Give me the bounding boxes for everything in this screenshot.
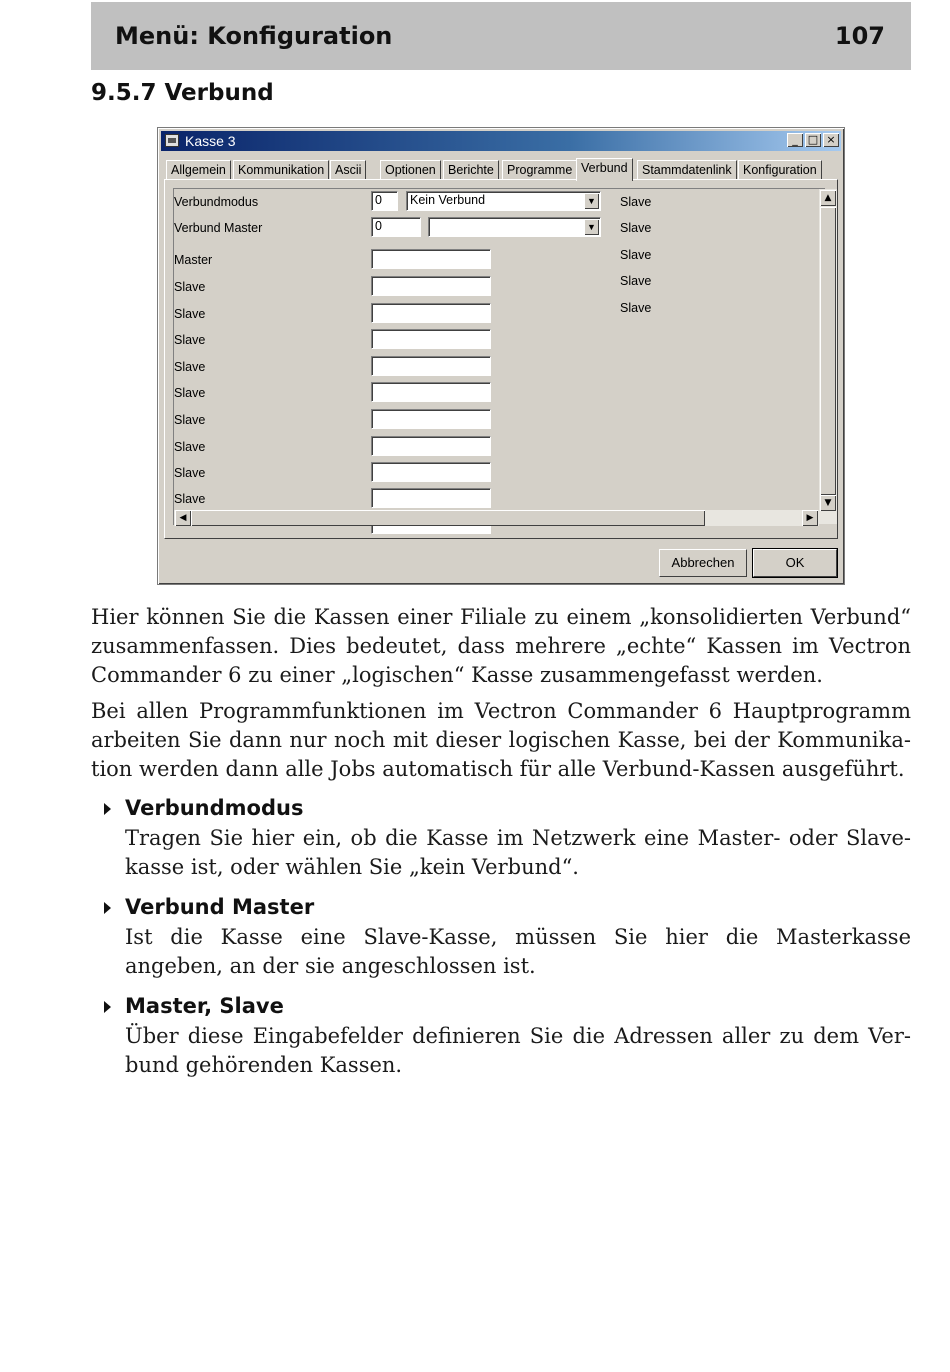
tab-stammdatenlink[interactable]: Stammdatenlink [637,160,737,180]
slave-label: Slave [174,466,206,480]
page-header [91,2,911,70]
intro-paragraph: Hier können Sie die Kassen einer Filiale zu einem „konsolidierten Verbund“ zusammenfassen. Dies bedeutet, dass mehrere „echte“ Kassen im Vectron Commander 6 zu einer „logischen“ Kasse zusammengefasst werden. [91,605,911,687]
slave-input[interactable] [371,276,491,296]
slave-input[interactable] [371,462,491,482]
verbund-master-label: Verbund Master [174,221,263,235]
slave-input[interactable] [371,329,491,349]
slave-input[interactable] [371,303,491,323]
verbundmodus-select[interactable] [406,191,601,211]
section-title: 9.5.7 Verbund [91,80,274,106]
chevron-down-icon[interactable]: ▼ [584,219,599,235]
right-slave-label: Slave [620,221,652,235]
tab-konfiguration[interactable]: Konfiguration [738,160,822,180]
scroll-left-icon[interactable]: ◀ [175,510,191,526]
slave-label: Slave [174,360,206,374]
right-slave-label: Slave [620,274,652,288]
slave-label: Slave [174,280,206,294]
close-icon[interactable]: × [823,133,839,147]
tab-berichte[interactable]: Berichte [443,160,499,180]
bullet-title-verbundmodus: Verbundmodus [125,796,304,820]
tab-ascii[interactable]: Ascii [330,160,366,180]
bullet-title-verbund-master: Verbund Master [125,895,315,919]
right-slave-label: Slave [620,301,652,315]
scroll-up-icon[interactable]: ▲ [820,190,836,206]
tab-kommunikation[interactable]: Kommunikation [233,160,329,180]
bullet-text-verbund-master: Ist die Kasse eine Slave-Kasse, müssen Sie hier die Masterkasse angeben, an der sie angeschlossen ist. [125,925,911,978]
ok-button[interactable]: OK [753,549,837,577]
verbundmodus-input[interactable]: 0 [371,191,398,211]
chevron-down-icon[interactable]: ▼ [584,193,599,209]
slave-input[interactable] [371,356,491,376]
bullet-arrow-icon [104,803,111,815]
page-number: 107 [834,22,885,50]
verbund-master-select[interactable] [428,217,601,237]
master-label: Master [174,253,213,267]
slave-input[interactable] [371,488,491,508]
cancel-button[interactable]: Abbrechen [659,549,747,577]
tab-panel [164,179,838,539]
scroll-down-icon[interactable]: ▼ [820,495,836,511]
bullet-arrow-icon [104,1001,111,1013]
bullet-title-master-slave: Master, Slave [125,994,284,1018]
verbundmodus-selected: Kein Verbund [410,193,486,207]
vertical-scroll-thumb[interactable] [820,207,836,495]
body-paragraph: Bei allen Programmfunktionen im Vectron Commander 6 Hauptprogramm arbeiten Sie dann nur noch mit dieser logischen Kasse, bei der Kommunikation werden dann alle Jobs automatisch für alle Verbund-Kassen ausgeführt. [91,699,911,781]
slave-label: Slave [174,307,206,321]
slave-input[interactable] [371,436,491,456]
verbundmodus-label: Verbundmodus [174,195,259,209]
kasse-dialog [157,127,845,585]
right-slave-label: Slave [620,195,652,209]
horizontal-scrollbar[interactable] [174,510,819,526]
maximize-icon[interactable]: □ [805,133,821,147]
slave-input[interactable] [371,409,491,429]
tab-bar [166,158,836,180]
dialog-titlebar[interactable] [161,131,841,151]
vertical-scrollbar[interactable] [819,189,837,524]
bullet-text-verbundmodus: Tragen Sie hier ein, ob die Kasse im Netzwerk eine Master- oder Slavekasse ist, oder wählen Sie „kein Verbund“. [125,826,911,879]
bullet-arrow-icon [104,902,111,914]
app-icon [165,134,179,147]
slave-label: Slave [174,440,206,454]
horizontal-scroll-thumb[interactable] [191,510,705,526]
minimize-icon[interactable]: _ [787,133,803,147]
dialog-title: Kasse 3 [185,133,236,149]
tab-optionen[interactable]: Optionen [380,160,441,180]
slave-label: Slave [174,333,206,347]
slave-label: Slave [174,413,206,427]
slave-label: Slave [174,386,206,400]
bullet-text-master-slave: Über diese Eingabefelder definieren Sie die Adressen aller zu dem Verbund gehörenden Kassen. [125,1024,911,1077]
master-input[interactable] [371,249,491,269]
right-slave-label: Slave [620,248,652,262]
verbund-master-input[interactable]: 0 [371,217,421,237]
scroll-right-icon[interactable]: ▶ [802,510,818,526]
tab-programme[interactable]: Programme [502,160,577,180]
chapter-title: Menü: Konfiguration [115,22,393,50]
slave-label: Slave [174,492,206,506]
tab-verbund[interactable]: Verbund [576,158,633,181]
slave-input[interactable] [371,382,491,402]
tab-allgemein[interactable]: Allgemein [166,160,231,180]
verbund-form [173,188,832,525]
